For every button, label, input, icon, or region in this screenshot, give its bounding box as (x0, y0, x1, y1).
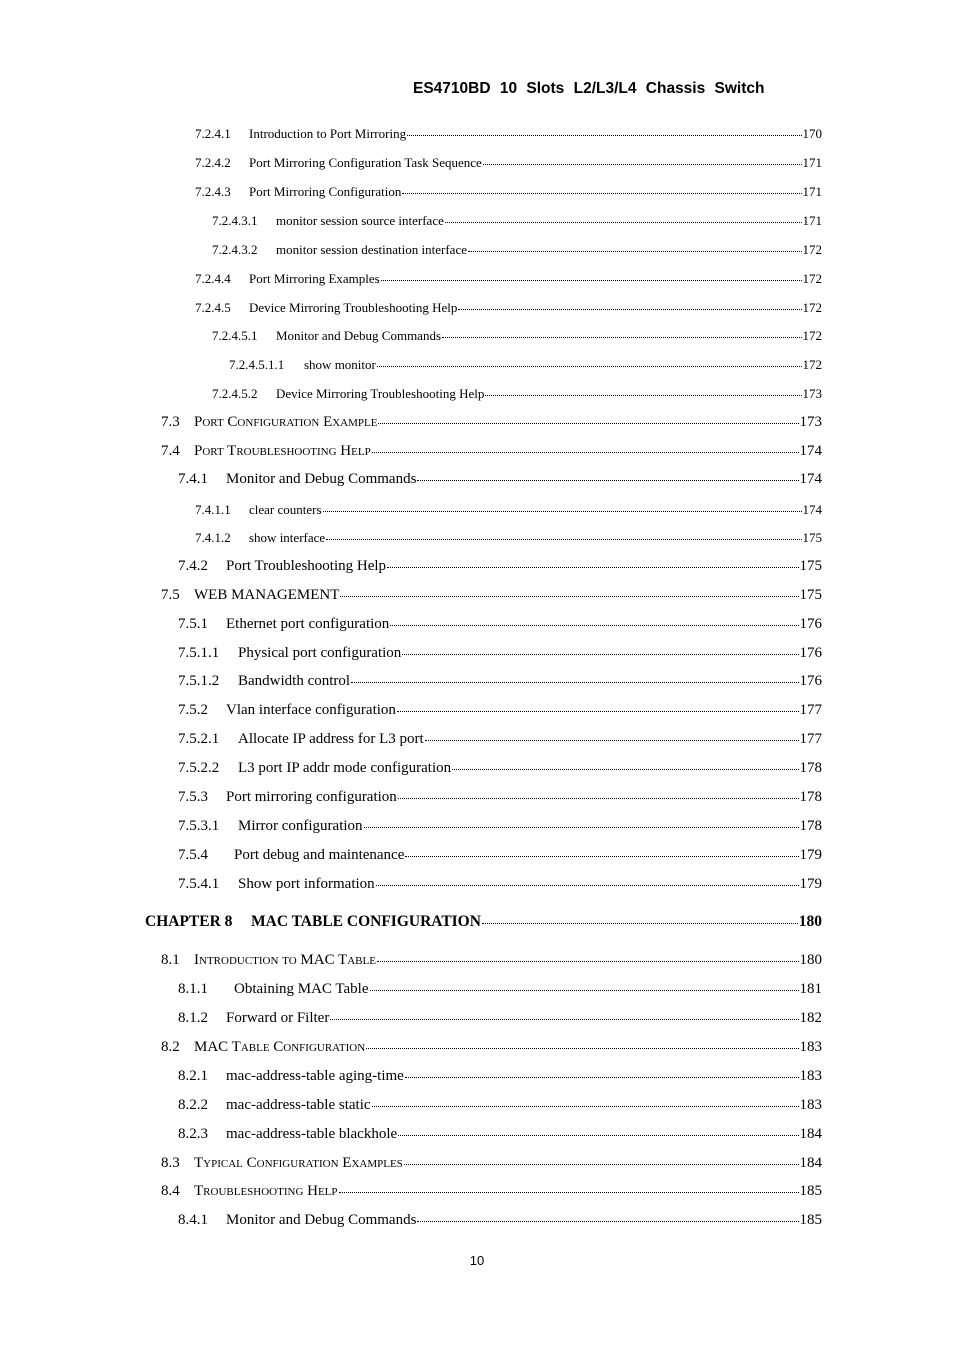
toc-leader (340, 596, 798, 597)
toc-number: 8.2.2 (178, 1097, 208, 1113)
toc-number: 7.2.4.3.2 (212, 242, 258, 257)
toc-entry-8-2-1[interactable] (178, 1068, 822, 1085)
toc-entry-7-4[interactable] (161, 443, 822, 460)
toc-page: 181 (799, 981, 822, 997)
toc-title: mac-address-table blackhole (226, 1126, 398, 1142)
toc-leader (468, 251, 802, 252)
toc-title: Mirror configuration (238, 818, 363, 834)
toc-title: Introduction to Port Mirroring (249, 126, 407, 141)
toc-page: 173 (802, 386, 822, 401)
toc-leader (351, 682, 798, 683)
toc-page: 178 (799, 818, 822, 834)
toc-page: 179 (799, 876, 822, 892)
toc-number: 7.2.4.5.1.1 (229, 357, 285, 372)
toc-number: 7.2.4.5.2 (212, 386, 258, 401)
toc-page: 176 (799, 645, 822, 661)
toc-title: Show port information (238, 876, 375, 892)
toc-title: Device Mirroring Troubleshooting Help (276, 386, 485, 401)
toc-title: Monitor and Debug Commands (226, 471, 417, 487)
toc-title: Troubleshooting Help (194, 1183, 338, 1199)
toc-page: 178 (799, 789, 822, 805)
toc-leader (339, 1192, 799, 1193)
toc-number: 7.2.4.3.1 (212, 213, 258, 228)
toc-leader (442, 337, 801, 338)
toc-title: Physical port configuration (238, 645, 402, 661)
toc-number: 7.2.4.1 (195, 126, 231, 141)
toc-entry-7-5[interactable] (161, 587, 822, 604)
toc-title: Ethernet port configuration (226, 616, 390, 632)
toc-number: 8.2.3 (178, 1126, 208, 1142)
toc-number: 7.4 (161, 443, 180, 459)
toc-entry-7-4-1[interactable] (178, 471, 822, 488)
toc-entry-8-2-2[interactable] (178, 1097, 822, 1114)
toc-leader (326, 539, 801, 540)
toc-leader (417, 1221, 798, 1222)
toc-number: 7.5.2.2 (178, 760, 220, 776)
toc-title: L3 port IP addr mode configuration (238, 760, 452, 776)
toc-page: 171 (802, 184, 822, 199)
toc-leader (377, 366, 802, 367)
toc-leader (417, 480, 798, 481)
toc-title: monitor session source interface (276, 213, 444, 228)
toc-leader (377, 961, 799, 962)
toc-entry-7-2-4-5-2[interactable] (212, 386, 822, 402)
toc-entry-chapter-8[interactable] (145, 913, 822, 931)
toc-entry-7-5-4-1[interactable] (178, 876, 822, 893)
toc-title: Port Troubleshooting Help (226, 558, 387, 574)
toc-leader (402, 654, 798, 655)
toc-leader (483, 164, 802, 165)
toc-number: 8.2.1 (178, 1068, 208, 1084)
toc-page: 177 (799, 731, 822, 747)
toc-leader (387, 567, 798, 568)
toc-leader (485, 395, 801, 396)
toc-leader (323, 511, 802, 512)
toc-leader (376, 885, 799, 886)
toc-title: Monitor and Debug Commands (276, 328, 442, 343)
toc-title: WEB MANAGEMENT (194, 587, 340, 603)
toc-entry-8-1[interactable] (161, 952, 822, 969)
toc-entry-8-4[interactable] (161, 1183, 822, 1200)
toc-number: 7.5.1.2 (178, 673, 220, 689)
toc-number: 7.4.1 (178, 471, 208, 487)
toc-title: Bandwidth control (238, 673, 351, 689)
toc-title: Device Mirroring Troubleshooting Help (249, 300, 458, 315)
toc-entry-8-2[interactable] (161, 1039, 822, 1056)
toc-leader (452, 769, 798, 770)
toc-page: 179 (799, 847, 822, 863)
toc-leader (330, 1019, 798, 1020)
toc-page: 172 (802, 357, 822, 372)
toc-title: mac-address-table static (226, 1097, 371, 1113)
toc-entry-7-5-1-1[interactable] (178, 645, 822, 662)
toc-number: 7.2.4.2 (195, 155, 231, 170)
toc-number: 7.5.3 (178, 789, 208, 805)
toc-page: 183 (799, 1097, 822, 1113)
toc-entry-7-2-4-2[interactable] (195, 155, 822, 171)
toc-leader (398, 798, 799, 799)
toc-entry-7-4-1-2[interactable] (195, 530, 822, 546)
toc-number: 7.4.1.2 (195, 530, 231, 545)
toc-page: 177 (799, 702, 822, 718)
toc-title: show interface (249, 530, 326, 545)
toc-number: 8.1.1 (178, 981, 208, 997)
toc-entry-8-2-3[interactable] (178, 1126, 822, 1143)
toc-title: Port Configuration Example (194, 414, 378, 430)
toc-entry-7-4-2[interactable] (178, 558, 822, 575)
toc-number: 7.5.4 (178, 847, 208, 863)
toc-page: 174 (802, 502, 822, 517)
page-number: 10 (469, 1253, 485, 1268)
toc-page: 174 (799, 443, 822, 459)
toc-leader (445, 222, 802, 223)
toc-page: 176 (799, 673, 822, 689)
toc-entry-7-2-4-5-1[interactable] (212, 328, 822, 344)
toc-page: 184 (799, 1126, 822, 1142)
toc-leader (425, 740, 799, 741)
toc-leader (381, 280, 802, 281)
toc-title: MAC TABLE CONFIGURATION (251, 913, 481, 930)
toc-leader (482, 923, 798, 924)
toc-title: mac-address-table aging-time (226, 1068, 404, 1084)
toc-page: 183 (799, 1068, 822, 1084)
toc-title: Typical Configuration Examples (194, 1155, 403, 1171)
toc-leader (390, 625, 798, 626)
toc-title: Forward or Filter (226, 1010, 330, 1026)
toc-leader (405, 1077, 799, 1078)
toc-title: Vlan interface configuration (226, 702, 396, 718)
toc-page: 185 (799, 1212, 822, 1228)
toc-entry-7-5-1-2[interactable] (178, 673, 822, 690)
toc-page: 180 (799, 952, 822, 968)
toc-page: 174 (799, 471, 822, 487)
toc-number: 7.2.4.3 (195, 184, 231, 199)
toc-entry-7-2-4-3[interactable] (195, 184, 822, 200)
toc-entry-7-2-4-1[interactable] (195, 126, 822, 142)
toc-page: 185 (799, 1183, 822, 1199)
toc-page: 183 (799, 1039, 822, 1055)
toc-page: 172 (802, 300, 822, 315)
toc-entry-7-5-1[interactable] (178, 616, 822, 633)
toc-number: 7.2.4.5 (195, 300, 231, 315)
toc-entry-8-1-1[interactable] (178, 981, 822, 998)
toc-leader (364, 827, 799, 828)
toc-number: 8.4 (161, 1183, 180, 1199)
toc-page: 178 (799, 760, 822, 776)
toc-entry-7-2-4-3-2[interactable] (212, 242, 822, 258)
toc-entry-7-4-1-1[interactable] (195, 502, 822, 518)
toc-title: Port mirroring configuration (226, 789, 397, 805)
toc-title: clear counters (249, 502, 322, 517)
toc-leader (398, 1135, 798, 1136)
toc-entry-7-2-4-5-1-1[interactable] (229, 357, 822, 373)
toc-leader (366, 1048, 798, 1049)
toc-title: Port Troubleshooting Help (194, 443, 371, 459)
toc-leader (378, 423, 798, 424)
toc-number: 8.2 (161, 1039, 180, 1055)
toc-leader (407, 135, 801, 136)
toc-page: 172 (802, 242, 822, 257)
toc-entry-7-5-3-1[interactable] (178, 818, 822, 835)
toc-leader (402, 193, 801, 194)
toc-number: 7.4.1.1 (195, 502, 231, 517)
toc-page: 170 (802, 126, 822, 141)
toc-title: Monitor and Debug Commands (226, 1212, 417, 1228)
toc-entry-7-5-2-2[interactable] (178, 760, 822, 777)
toc-page: 171 (802, 213, 822, 228)
toc-entry-7-5-4[interactable] (178, 847, 822, 864)
toc-title: Port Mirroring Examples (249, 271, 380, 286)
toc-number: 8.1 (161, 952, 180, 968)
toc-entry-8-4-1[interactable] (178, 1212, 822, 1229)
toc-leader (372, 452, 799, 453)
toc-number: 8.1.2 (178, 1010, 208, 1026)
toc-title: Obtaining MAC Table (234, 981, 369, 997)
toc-number: 7.5.1.1 (178, 645, 220, 661)
toc-number: CHAPTER 8 (145, 913, 233, 930)
toc-number: 7.4.2 (178, 558, 208, 574)
toc-number: 7.5.2 (178, 702, 208, 718)
toc-entry-7-2-4-3-1[interactable] (212, 213, 822, 229)
toc-title: Allocate IP address for L3 port (238, 731, 424, 747)
toc-title: Port Mirroring Configuration Task Sequence (249, 155, 482, 170)
page-header-title: ES4710BD 10 Slots L2/L3/L4 Chassis Switch (413, 80, 765, 97)
toc-leader (405, 856, 798, 857)
toc-number: 7.2.4.5.1 (212, 328, 258, 343)
toc-entry-7-5-2[interactable] (178, 702, 822, 719)
toc-number: 7.5.3.1 (178, 818, 220, 834)
toc-page: 175 (799, 558, 822, 574)
toc-number: 7.2.4.4 (195, 271, 231, 286)
toc-entry-7-3[interactable] (161, 414, 822, 431)
toc-page: 172 (802, 271, 822, 286)
toc-page: 171 (802, 155, 822, 170)
toc-number: 8.4.1 (178, 1212, 208, 1228)
toc-entry-7-5-2-1[interactable] (178, 731, 822, 748)
toc-page: 182 (799, 1010, 822, 1026)
toc-number: 7.5.1 (178, 616, 208, 632)
toc-leader (404, 1164, 799, 1165)
toc-title: Port Mirroring Configuration (249, 184, 402, 199)
toc-title: Port debug and maintenance (234, 847, 405, 863)
toc-number: 7.5.2.1 (178, 731, 220, 747)
toc-title: Introduction to MAC Table (194, 952, 376, 968)
toc-leader (458, 309, 801, 310)
toc-entry-8-1-2[interactable] (178, 1010, 822, 1027)
toc-page: 175 (802, 530, 822, 545)
toc-page: 176 (799, 616, 822, 632)
toc-number: 8.3 (161, 1155, 180, 1171)
toc-number: 7.5.4.1 (178, 876, 220, 892)
toc-entry-7-2-4-4[interactable] (195, 271, 822, 287)
toc-leader (372, 1106, 799, 1107)
toc-entry-7-2-4-5[interactable] (195, 300, 822, 316)
toc-page: 175 (799, 587, 822, 603)
toc-title: show monitor (304, 357, 376, 372)
toc-page: 172 (802, 328, 822, 343)
toc-entry-8-3[interactable] (161, 1155, 822, 1172)
toc-page: 180 (798, 913, 822, 930)
toc-number: 7.5 (161, 587, 180, 603)
toc-page: 184 (799, 1155, 822, 1171)
toc-leader (370, 990, 799, 991)
toc-entry-7-5-3[interactable] (178, 789, 822, 806)
toc-leader (397, 711, 799, 712)
toc-number: 7.3 (161, 414, 180, 430)
toc-title: MAC Table Configuration (194, 1039, 366, 1055)
toc-title: monitor session destination interface (276, 242, 467, 257)
toc-page: 173 (799, 414, 822, 430)
